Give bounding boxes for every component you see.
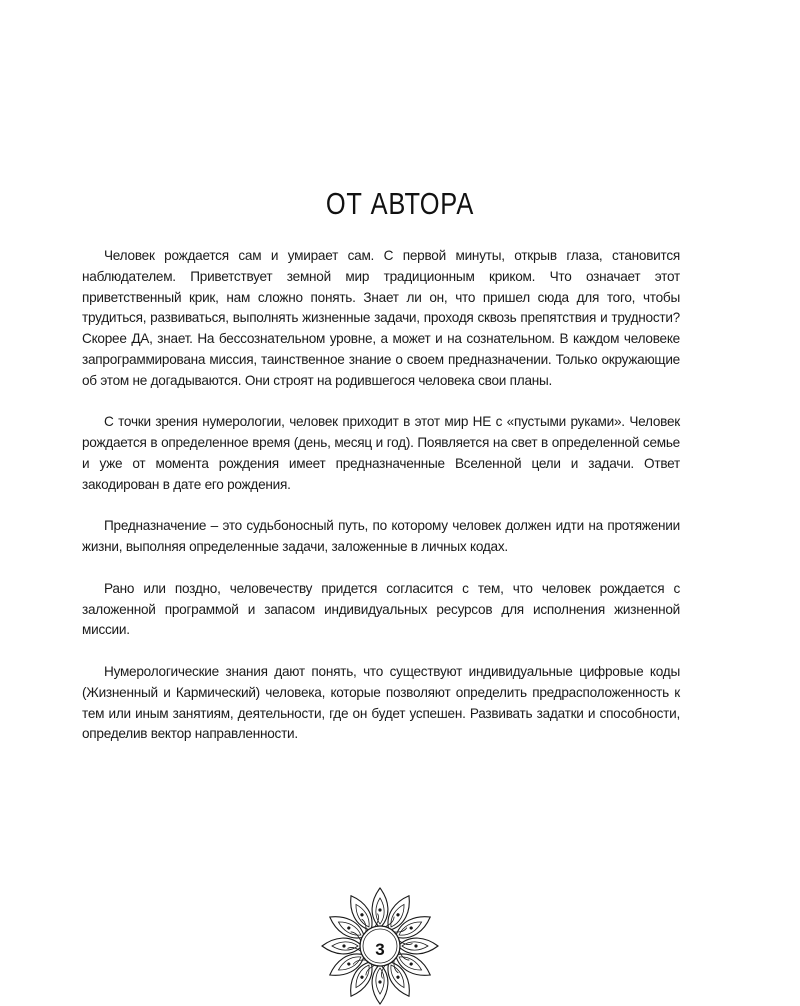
mandala-dot xyxy=(378,908,381,911)
mandala-dot xyxy=(378,980,381,983)
paragraph-3: Предназначение – это судьбоносный путь, по которому человек должен идти на протяжении жизни, выполняя определенные задачи, заложенные в личных кодах. xyxy=(82,518,680,555)
paragraph-2: С точки зрения нумерологии, человек приходит в этот мир НЕ с «пустыми руками». Человек рождается в определенное время (день, месяц и год). Появляется на свет в определенной семье и уже от момента рождения имеет предназначенные Вселенной цели и задачи. Ответ закодирован в дате его рождения. xyxy=(82,414,680,492)
mandala-outer-petal xyxy=(398,938,438,954)
mandala-outer-petal xyxy=(322,938,362,954)
body-text xyxy=(82,246,680,766)
page-title: ОТ АВТОРА xyxy=(325,186,475,221)
mandala-outer-petal xyxy=(372,964,388,1004)
paragraph-5: Нумерологические знания дают понять, что существуют индивидуальные цифровые коды (Жизненный и Кармический) человека, которые позволяют определить предрасположенность к тем или иным занятиям, деятельности, где он будет успешен. Развивать задатки и способности, определив вектор направленности. xyxy=(82,663,680,742)
mandala-outer-petal xyxy=(372,888,388,928)
page-number: 3 xyxy=(375,940,385,959)
mandala-dot xyxy=(414,944,417,947)
paragraph-1: Человек рождается сам и умирает сам. С первой минуты, открыв глаза, становится наблюдателем. Приветствует земной мир традиционным криком. Что означает этот приветственный крик, нам сложно понять. Знает ли он, что пришел сюда для того, чтобы трудиться, развиваться, выполнять жизненные задачи, проходя сквозь препятствия и трудности? Скорее ДА, знает. На бессознательном уровне, а может и на сознательном. В каждом человеке запрограммирована миссия, таинственное знание о своем предназначении. Только окружающие об этом не догадываются. Они строят на родившегося человека свои планы. xyxy=(82,248,680,388)
mandala-dot xyxy=(342,944,345,947)
paragraph-4: Рано или поздно, человечеству придется согласится с тем, что человек рождается с заложенной программой и запасом индивидуальных ресурсов для исполнения жизненной миссии. xyxy=(82,580,680,638)
